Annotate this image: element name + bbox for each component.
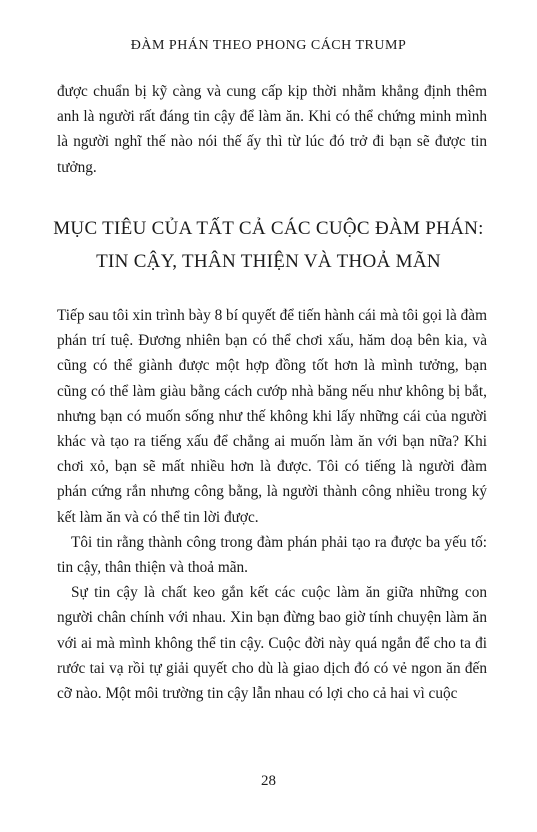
section-heading-line-1: MỤC TIÊU CỦA TẤT CẢ CÁC CUỘC ĐÀM PHÁN: [53, 218, 484, 239]
page-number: 28 [261, 773, 276, 789]
section-heading-line-2: TIN CẬY, THÂN THIỆN VÀ THOẢ MÃN [96, 251, 441, 272]
section-body [57, 303, 487, 706]
paragraph-3: Sự tin cậy là chất keo gắn kết các cuộc làm ăn giữa những con người chân chính với nhau. Xin bạn đừng bao giờ tính chuyện làm ăn với ai mà mình không thể tin cậy. Cuộc đời này quá ngắn để cho ta đi rước tai vạ rồi tự giải quyết cho dù là giao dịch đó có vẻ ngon ăn đến cỡ nào. Một môi trường tin cậy lẫn nhau có lợi cho cả hai vì cuộc [57, 584, 487, 703]
intro-paragraph: được chuẩn bị kỹ càng và cung cấp kịp thời nhằm khẳng định thêm anh là người rất đáng tin cậy để làm ăn. Khi có thể chứng minh mình là người nghĩ thế nào nói thế ấy thì từ lúc đó trở đi bạn sẽ được tin tưởng. [57, 83, 487, 176]
running-header: ĐÀM PHÁN THEO PHONG CÁCH TRUMP [130, 38, 407, 53]
section-heading [0, 212, 537, 278]
paragraph-2: Tôi tin rằng thành công trong đàm phán phải tạo ra được ba yếu tố: tin cậy, thân thiện và thoả mãn. [57, 533, 487, 577]
paragraph-1: Tiếp sau tôi xin trình bày 8 bí quyết để tiến hành cái mà tôi gọi là đàm phán trí tuệ. Đương nhiên bạn có thể chơi xấu, hăm doạ bên kia, và cũng có thể giành được một hợp đồng tốt hơn là mình tưởng, bạn cũng có thể làm giàu bằng cách cướp nhà băng nếu như không bị bắt, nhưng bạn có muốn sống như thế không khi lấy những cái của người khác và tạo ra tiếng xấu để chẳng ai muốn làm ăn với bạn nữa? Khi chơi xỏ, bạn sẽ mất nhiều hơn là được. Tôi có tiếng là người đàm phán cứng rắn nhưng công bằng, là người thành công nhiều trong ký kết làm ăn và có thể tin lời được. [57, 307, 487, 526]
